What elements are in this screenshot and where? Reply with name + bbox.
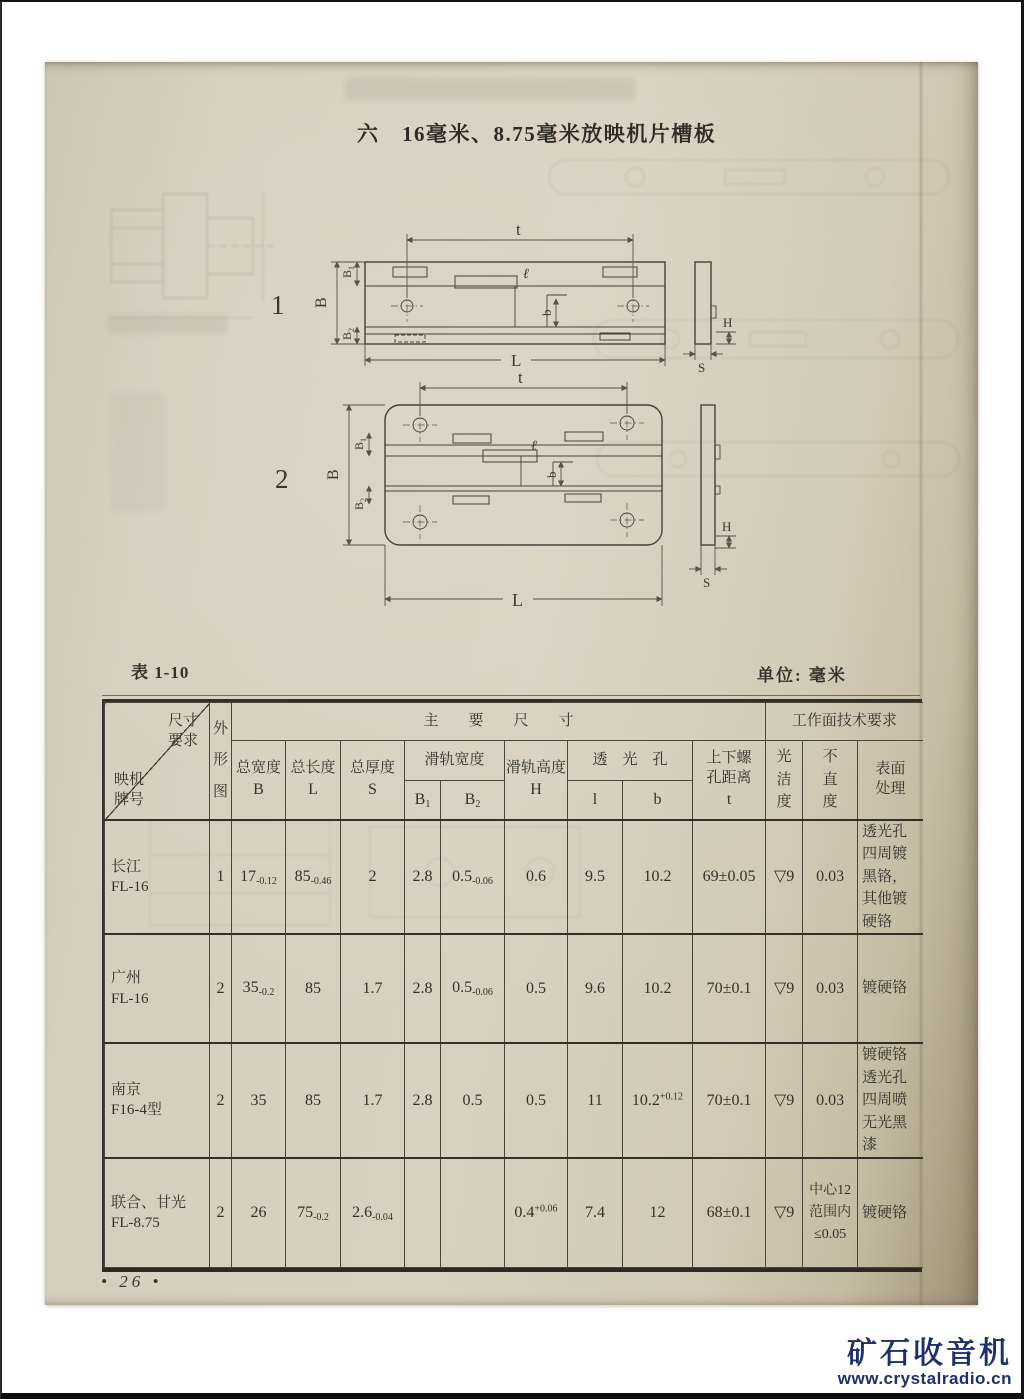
svg-text:S: S	[698, 360, 706, 375]
table-unit-label: 单位: 毫米	[757, 666, 847, 685]
svg-text:b: b	[544, 471, 559, 478]
cell-H: 0.6	[505, 820, 568, 935]
cell-L: 85	[286, 934, 341, 1043]
cell-H: $0.4^{+0.06}$	[505, 1158, 568, 1268]
cell-surface: 镀硬铬 透光孔 四周喷 无光黑 漆	[858, 1043, 923, 1158]
svg-text:ℓ: ℓ	[523, 267, 529, 282]
bleedthrough-text-smudge	[111, 392, 166, 512]
header-aperture: 透 光 孔	[568, 741, 693, 781]
svg-text:t: t	[516, 220, 521, 239]
plate-side-view	[683, 262, 736, 375]
cell-shape: 2	[210, 934, 232, 1043]
cell-S: 1.7	[341, 1043, 405, 1158]
cell-straightness: 0.03	[803, 1043, 858, 1158]
cell-shape: 1	[210, 820, 232, 935]
header-group-main-dimensions: 主 要 尺 寸	[232, 703, 766, 741]
cell-B: $35_{-0.2}$	[232, 934, 286, 1043]
header-B: 总宽度 B	[232, 741, 286, 820]
header-straightness: 不直度	[803, 741, 858, 820]
svg-text:B: B	[313, 297, 330, 308]
svg-text:B1: $B_1$	[352, 437, 368, 450]
figure-2-number: 2	[275, 464, 289, 494]
svg-text:S: S	[703, 575, 711, 590]
table-top-rule	[102, 695, 920, 696]
svg-text:B: B	[325, 469, 342, 480]
svg-text:B2: $B_2$	[340, 327, 356, 340]
watermark-title: 矿石收音机	[847, 1336, 1012, 1370]
dimension-L	[385, 545, 662, 610]
plate-side-view	[689, 405, 736, 590]
cell-B1: 2.8	[405, 1043, 441, 1158]
cell-B: 26	[232, 1158, 286, 1268]
watermark-url: www.crystalradio.cn	[837, 1369, 1012, 1388]
cell-t: 70±0.1	[693, 934, 766, 1043]
corner-label-dimensions: 尺寸 要求	[167, 713, 198, 750]
cell-B: 35	[232, 1043, 286, 1158]
dimension-B-group	[313, 262, 365, 344]
svg-text:B2: $B_2$	[352, 497, 368, 510]
cell-surface: 镀硬铬	[858, 1158, 923, 1268]
header-finish: 光洁度	[766, 741, 803, 820]
row-model: 南京 F16-4型	[105, 1043, 210, 1158]
table-row	[105, 1158, 923, 1268]
cell-S: $2.6_{-0.04}$	[341, 1158, 405, 1268]
spec-table	[102, 699, 922, 1272]
cell-l: 11	[568, 1043, 623, 1158]
cell-B2: $0.5_{-0.06}$	[441, 934, 505, 1043]
cell-L: $75_{-0.2}$	[286, 1158, 341, 1268]
figure-1-number: 1	[271, 290, 285, 320]
header-L: 总长度 L	[286, 741, 341, 820]
cell-b: 10.2	[623, 934, 693, 1043]
row-model: 联合、甘光 FL-8.75	[105, 1158, 210, 1268]
plate-plan-view	[385, 405, 662, 545]
plate-plan-view	[365, 262, 665, 344]
table-row	[105, 820, 923, 935]
svg-text:ℓ: ℓ	[531, 439, 537, 454]
cell-B1: 2.8	[405, 820, 441, 935]
cell-t: 70±0.1	[693, 1043, 766, 1158]
cell-surface: 镀硬铬	[858, 934, 923, 1043]
figure-1-slot-plate-drawing	[215, 220, 740, 378]
cell-surface: 透光孔 四周镀 黑铬， 其他镀 硬铬	[858, 820, 923, 935]
cell-finish: ▽9	[766, 934, 803, 1043]
corner-header	[105, 703, 210, 820]
header-surface-treatment: 表面 处理	[858, 741, 923, 820]
scanned-book-page	[45, 62, 978, 1305]
header-B1: $B_1$	[405, 781, 441, 820]
cell-B2: $0.5_{-0.06}$	[441, 820, 505, 935]
cell-l: 9.6	[568, 934, 623, 1043]
cell-finish: ▽9	[766, 1043, 803, 1158]
header-S: 总厚度 S	[341, 741, 405, 820]
cell-t: 69±0.05	[693, 820, 766, 935]
cell-H: 0.5	[505, 934, 568, 1043]
cell-H: 0.5	[505, 1043, 568, 1158]
cell-B: $17_{-0.12}$	[232, 820, 286, 935]
svg-text:B1: $B_1$	[340, 265, 356, 278]
cell-b: 12	[623, 1158, 693, 1268]
page-crease	[919, 62, 923, 1305]
cell-shape: 2	[210, 1158, 232, 1268]
table-row	[105, 1043, 923, 1158]
page-number: • 26 •	[101, 1272, 163, 1291]
dimension-L	[365, 344, 665, 370]
dimension-t	[420, 370, 627, 416]
figure-2-slot-plate-drawing	[215, 370, 740, 622]
cell-straightness: 0.03	[803, 934, 858, 1043]
cell-straightness: 中心12 范围内 ≤0.05	[803, 1158, 858, 1268]
cell-straightness: 0.03	[803, 820, 858, 935]
bleedthrough-text-smudge	[345, 78, 635, 100]
header-t: 上下螺 孔距离 t	[693, 741, 766, 820]
cell-l: 7.4	[568, 1158, 623, 1268]
cell-S: 1.7	[341, 934, 405, 1043]
cell-t: 68±0.1	[693, 1158, 766, 1268]
row-model: 长江 FL-16	[105, 820, 210, 935]
cell-B1: 2.8	[405, 934, 441, 1043]
cell-finish: ▽9	[766, 1158, 803, 1268]
svg-text:t: t	[518, 370, 523, 387]
svg-text:H: H	[723, 315, 733, 330]
header-H: 滑轨高度 H	[505, 741, 568, 820]
dimension-aperture	[523, 267, 556, 327]
cell-b: 10.2	[623, 820, 693, 935]
cell-B2	[441, 1158, 505, 1268]
header-b: b	[623, 781, 693, 820]
table-row	[105, 934, 923, 1043]
cell-shape: 2	[210, 1043, 232, 1158]
header-rail-width: 滑轨宽度	[405, 741, 505, 781]
svg-text:H: H	[722, 519, 732, 534]
svg-text:L: L	[511, 351, 522, 370]
svg-text:L: L	[512, 590, 523, 610]
row-model: 广州 FL-16	[105, 934, 210, 1043]
cell-l: 9.5	[568, 820, 623, 935]
header-B2: $B_2$	[441, 781, 505, 820]
page-title: 六 16毫米、8.75毫米放映机片槽板	[357, 122, 717, 146]
dimension-B-group	[325, 405, 385, 545]
corner-label-model: 映机 牌号	[113, 772, 144, 809]
cell-L: 85	[286, 1043, 341, 1158]
watermark	[785, 1336, 1018, 1392]
header-shape-figure: 外形图	[210, 703, 232, 820]
header-group-surface-requirements: 工作面技术要求	[766, 703, 923, 741]
cell-L: $85_{-0.46}$	[286, 820, 341, 935]
table-caption: 表 1-10	[131, 663, 190, 682]
svg-text:b: b	[539, 309, 554, 316]
cell-B2: 0.5	[441, 1043, 505, 1158]
bleedthrough-strap-drawing	[545, 150, 960, 205]
header-l: l	[568, 781, 623, 820]
cell-B1	[405, 1158, 441, 1268]
cell-b: $10.2^{+0.12}$	[623, 1043, 693, 1158]
cell-S: 2	[341, 820, 405, 935]
cell-finish: ▽9	[766, 820, 803, 935]
